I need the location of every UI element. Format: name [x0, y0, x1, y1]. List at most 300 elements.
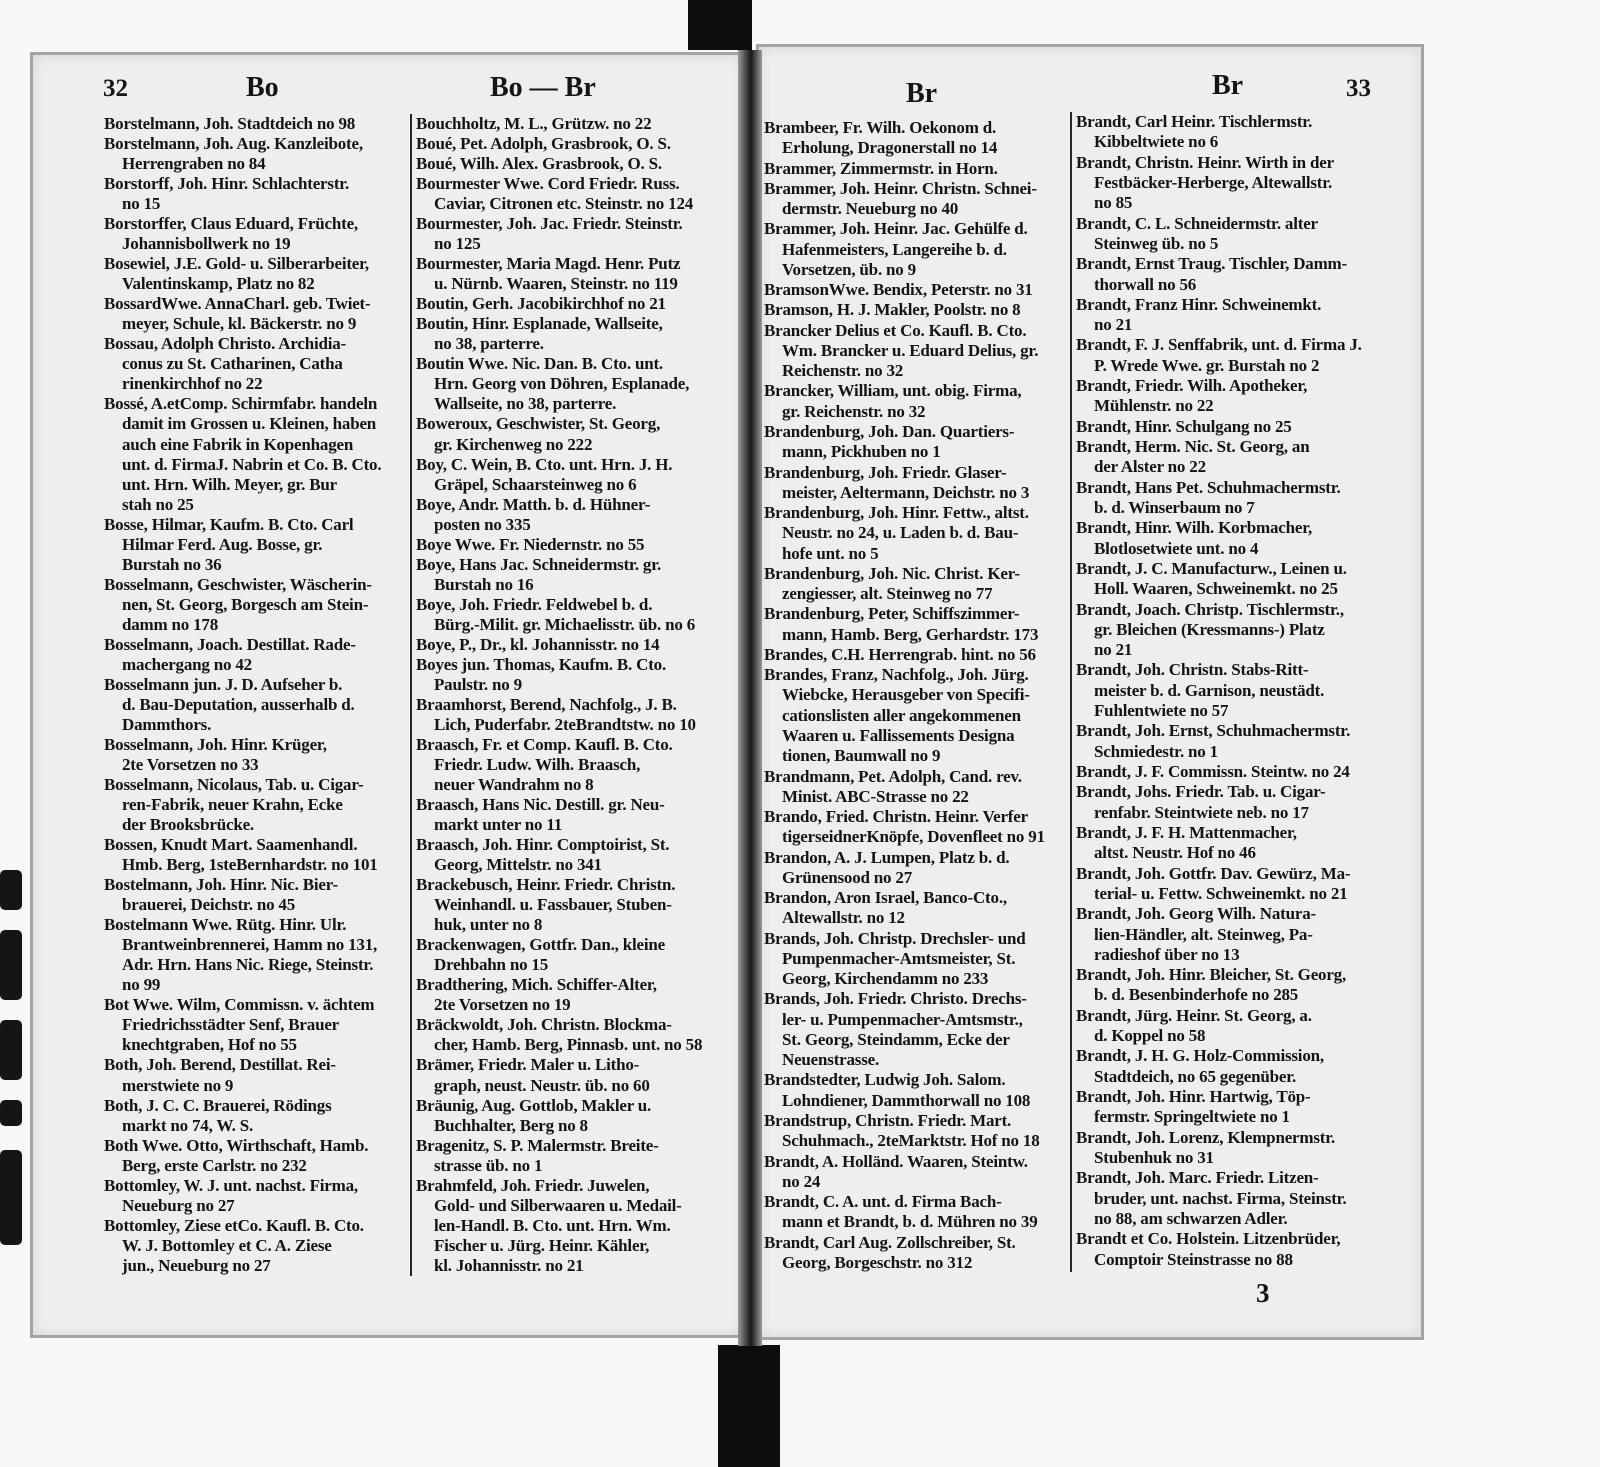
entry-text: d. Bau-Deputation, ausserhalb d. — [122, 694, 355, 714]
entry-text: Brandes, Franz, Nachfolg., Joh. Jürg. — [764, 665, 1029, 685]
entry-continuation-line — [104, 274, 408, 294]
entry-text: Brandt, J. H. G. Holz-Commission, — [1076, 1046, 1324, 1066]
directory-entry — [104, 915, 408, 995]
directory-entry — [1076, 417, 1408, 437]
entry-name-line — [764, 1111, 1068, 1131]
entry-text: Brämer, Friedr. Maler u. Litho- — [416, 1055, 640, 1075]
entry-text: Brandt, Joh. Gottfr. Dav. Gewürz, Ma- — [1076, 863, 1351, 883]
entry-continuation-line — [1076, 681, 1408, 701]
entry-text: Brandon, Aron Israel, Banco-Cto., — [764, 888, 1007, 908]
entry-name-line — [1076, 823, 1408, 843]
entry-continuation-line — [416, 1035, 728, 1055]
entry-text: Brandt, C. A. unt. d. Firma Bach- — [764, 1192, 1002, 1212]
entry-text: no 88, am schwarzen Adler. — [1094, 1208, 1288, 1228]
entry-text: meister b. d. Garnison, neustädt. — [1094, 680, 1325, 700]
entry-continuation-line — [764, 584, 1068, 604]
entry-text: Brancker Delius et Co. Kaufl. B. Cto. — [764, 320, 1027, 340]
entry-text: Brandt, A. Holländ. Waaren, Steintw. — [764, 1151, 1028, 1171]
entry-name-line — [416, 655, 728, 675]
entry-name-line — [104, 114, 408, 134]
entry-continuation-line — [104, 615, 408, 635]
entry-text: Bosse, Hilmar, Kaufm. B. Cto. Carl — [104, 514, 354, 534]
entry-text: Boye, Hans Jac. Schneidermstr. gr. — [416, 554, 662, 574]
entry-name-line — [416, 294, 728, 314]
entry-continuation-line — [764, 1212, 1068, 1232]
entry-name-line — [764, 463, 1068, 483]
entry-continuation-line — [104, 495, 408, 515]
entry-text: Boye, P., Dr., kl. Johannisstr. no 14 — [416, 634, 660, 654]
entry-name-line — [416, 455, 728, 475]
entry-text: Brandt, Carl Heinr. Tischlermstr. — [1076, 112, 1313, 131]
directory-entry — [1076, 478, 1408, 519]
directory-entry — [764, 381, 1068, 422]
entry-text: unt. Hrn. Wilh. Meyer, gr. Bur — [122, 474, 338, 494]
entry-continuation-line — [1076, 396, 1408, 416]
directory-entry — [1076, 518, 1408, 559]
entry-name-line — [1076, 782, 1408, 802]
directory-entry — [104, 394, 408, 514]
directory-entry — [104, 1096, 408, 1136]
directory-entry — [764, 807, 1068, 848]
left-column-header: Bo — Br — [490, 72, 596, 103]
entry-text: Bossé, A.etComp. Schirmfabr. handeln — [104, 394, 378, 414]
entry-continuation-line — [764, 827, 1068, 847]
entry-continuation-line — [1076, 498, 1408, 518]
entry-text: merstwiete no 9 — [122, 1075, 234, 1095]
entry-text: Both, Joh. Berend, Destillat. Rei- — [104, 1055, 336, 1075]
column-divider — [410, 114, 412, 1276]
directory-entry — [416, 1015, 728, 1055]
entry-continuation-line — [764, 1050, 1068, 1070]
entry-continuation-line — [104, 1156, 408, 1176]
entry-text: Bosewiel, J.E. Gold- u. Silberarbeiter, — [104, 254, 369, 274]
entry-continuation-line — [104, 595, 408, 615]
entry-name-line — [1076, 112, 1408, 132]
entry-text: unt. d. FirmaJ. Nabrin et Co. B. Cto. — [122, 454, 382, 474]
entry-text: b. d. Winserbaum no 7 — [1094, 497, 1255, 517]
entry-text: Bradthering, Mich. Schiffer-Alter, — [416, 975, 657, 995]
entry-text: posten no 335 — [434, 514, 531, 534]
entry-text: neuer Wandrahm no 8 — [434, 775, 594, 795]
entry-text: Brandt, Christn. Heinr. Wirth in der — [1076, 152, 1334, 172]
entry-continuation-line — [1076, 275, 1408, 295]
entry-continuation-line — [104, 855, 408, 875]
directory-entry — [416, 1136, 728, 1176]
entry-text: Boweroux, Geschwister, St. Georg, — [416, 414, 661, 434]
entry-continuation-line — [104, 354, 408, 374]
directory-entry — [764, 564, 1068, 605]
entry-text: Holl. Waaren, Schweinemkt. no 25 — [1094, 579, 1338, 599]
entry-text: Buchhalter, Berg no 8 — [434, 1115, 588, 1135]
entry-text: Brandt, Hans Pet. Schuhmachermstr. — [1076, 477, 1341, 497]
entry-name-line — [764, 989, 1068, 1009]
entry-name-line — [764, 564, 1068, 584]
entry-text: Boye, Andr. Matth. b. d. Hühner- — [416, 494, 651, 514]
directory-entry — [764, 888, 1068, 929]
entry-continuation-line — [1076, 843, 1408, 863]
entry-name-line — [104, 875, 408, 895]
entry-name-line — [104, 1136, 408, 1156]
entry-continuation-line — [104, 975, 408, 995]
entry-text: Brandt, Jürg. Heinr. St. Georg, a. — [1076, 1005, 1312, 1025]
directory-entry — [416, 735, 728, 795]
entry-text: Vorsetzen, üb. no 9 — [782, 259, 916, 279]
directory-entry — [416, 455, 728, 495]
entry-text: no 99 — [122, 975, 161, 995]
entry-text: Brackebusch, Heinr. Friedr. Christn. — [416, 875, 676, 895]
signature-mark: 3 — [1256, 1278, 1270, 1308]
entry-text: auch eine Fabrik in Kopenhagen — [122, 434, 354, 454]
entry-text: Braasch, Joh. Hinr. Comptoirist, St. — [416, 835, 670, 855]
directory-entry — [764, 159, 1068, 179]
entry-text: Comptoir Steinstrasse no 88 — [1094, 1249, 1293, 1269]
entry-text: markt unter no 11 — [434, 815, 563, 835]
entry-continuation-line — [416, 995, 728, 1015]
entry-name-line — [416, 154, 728, 174]
entry-text: nen, St. Georg, Borgesch am Stein- — [122, 594, 369, 614]
entry-name-line — [416, 495, 728, 515]
entry-continuation-line — [416, 515, 728, 535]
entry-text: Schuhmach., 2teMarktstr. Hof no 18 — [782, 1131, 1040, 1151]
entry-text: Brandstedter, Ludwig Joh. Salom. — [764, 1070, 1006, 1090]
entry-continuation-line — [1076, 132, 1408, 152]
entry-text: Brackenwagen, Gottfr. Dan., kleine — [416, 935, 665, 955]
entry-text: Brands, Joh. Christp. Drechsler- und — [764, 928, 1026, 948]
directory-entry — [104, 1136, 408, 1176]
entry-text: Braamhorst, Berend, Nachfolg., J. B. — [416, 694, 677, 714]
entry-name-line — [764, 888, 1068, 908]
entry-text: P. Wrede Wwe. gr. Burstah no 2 — [1094, 355, 1320, 375]
directory-entry — [1076, 254, 1408, 295]
directory-entry — [1076, 721, 1408, 762]
entry-text: renfabr. Steintwiete neb. no 17 — [1094, 802, 1309, 822]
entry-continuation-line — [764, 625, 1068, 645]
entry-text: Bosselmann, Joach. Destillat. Rade- — [104, 634, 356, 654]
directory-entry — [1076, 1087, 1408, 1128]
directory-entry — [1076, 1006, 1408, 1047]
entry-name-line — [764, 1233, 1068, 1253]
entry-text: Steinweg üb. no 5 — [1094, 233, 1219, 253]
directory-entry — [1076, 335, 1408, 376]
entry-continuation-line — [416, 955, 728, 975]
directory-entry — [416, 1176, 728, 1276]
entry-continuation-line — [104, 194, 408, 214]
entry-name-line — [764, 665, 1068, 685]
entry-name-line — [1076, 335, 1408, 355]
directory-column — [1076, 112, 1408, 1270]
directory-entry — [416, 214, 728, 254]
entry-text: no 15 — [122, 194, 161, 214]
entry-text: Dammthors. — [122, 714, 212, 734]
directory-entry — [1076, 1229, 1408, 1270]
directory-entry — [764, 1233, 1068, 1274]
entry-name-line — [104, 1096, 408, 1116]
entry-text: no 24 — [782, 1171, 821, 1191]
entry-continuation-line — [104, 715, 408, 735]
entry-text: Fuhlentwiete no 57 — [1094, 701, 1229, 721]
directory-entry — [416, 535, 728, 555]
entry-name-line — [104, 394, 408, 414]
entry-text: Hafenmeisters, Langereihe b. d. — [782, 239, 1007, 259]
entry-text: Both Wwe. Otto, Wirthschaft, Hamb. — [104, 1135, 369, 1155]
cropped-edge-fragment — [0, 1150, 22, 1245]
entry-text: meister, Aeltermann, Deichstr. no 3 — [782, 482, 1030, 502]
entry-name-line — [1076, 1006, 1408, 1026]
entry-text: thorwall no 56 — [1094, 274, 1197, 294]
entry-text: machergang no 42 — [122, 654, 252, 674]
directory-entry — [1076, 782, 1408, 823]
entry-name-line — [104, 835, 408, 855]
directory-entry — [416, 174, 728, 214]
directory-entry — [1076, 214, 1408, 255]
entry-text: zengiesser, alt. Steinweg no 77 — [782, 584, 993, 604]
right-column-header: Br — [906, 78, 938, 109]
directory-entry — [416, 975, 728, 1015]
entry-text: Kibbeltwiete no 6 — [1094, 132, 1219, 152]
entry-text: Brandt, J. F. Commissn. Steintw. no 24 — [1076, 762, 1350, 781]
entry-continuation-line — [1076, 234, 1408, 254]
entry-text: Hmb. Berg, 1steBernhardstr. no 101 — [122, 855, 378, 875]
entry-text: Brandt, Johs. Friedr. Tab. u. Cigar- — [1076, 782, 1326, 802]
entry-text: Georg, Mittelstr. no 341 — [434, 855, 602, 875]
entry-continuation-line — [104, 795, 408, 815]
right-page-number: 33 — [1346, 75, 1371, 102]
entry-name-line — [1076, 1087, 1408, 1107]
entry-text: Boutin Wwe. Nic. Dan. B. Cto. unt. — [416, 354, 663, 374]
entry-name-line — [416, 535, 728, 555]
entry-text: Neueburg no 27 — [122, 1195, 235, 1215]
entry-name-line — [104, 134, 408, 154]
entry-continuation-line — [1076, 640, 1408, 660]
directory-entry — [104, 735, 408, 775]
entry-text: kl. Johannisstr. no 21 — [434, 1255, 584, 1275]
entry-name-line — [1076, 762, 1408, 782]
directory-entry — [764, 665, 1068, 766]
entry-text: no 85 — [1094, 193, 1133, 213]
entry-name-line — [104, 635, 408, 655]
entry-continuation-line — [416, 1156, 728, 1176]
entry-continuation-line — [764, 949, 1068, 969]
entry-text: Brancker, William, unt. obig. Firma, — [764, 381, 1022, 401]
entry-name-line — [764, 503, 1068, 523]
entry-continuation-line — [764, 442, 1068, 462]
entry-name-line — [104, 515, 408, 535]
directory-entry — [764, 1152, 1068, 1193]
entry-continuation-line — [764, 1253, 1068, 1273]
entry-text: altst. Neustr. Hof no 46 — [1094, 843, 1256, 863]
directory-entry — [104, 775, 408, 835]
entry-text: Bot Wwe. Wilm, Commissn. v. ächtem — [104, 995, 375, 1015]
entry-text: Bramson, H. J. Makler, Poolstr. no 8 — [764, 300, 1021, 320]
entry-name-line — [764, 179, 1068, 199]
entry-continuation-line — [104, 1116, 408, 1136]
entry-text: Bosselmann, Nicolaus, Tab. u. Cigar- — [104, 775, 364, 795]
scanner-clip-top — [688, 0, 752, 50]
entry-text: Brandt, Joach. Christp. Tischlermstr., — [1076, 599, 1344, 619]
cropped-edge-fragment — [0, 930, 22, 1000]
entry-text: Brandt, Joh. Marc. Friedr. Litzen- — [1076, 1168, 1319, 1188]
entry-name-line — [1076, 660, 1408, 680]
directory-entry — [104, 134, 408, 174]
entry-name-line — [764, 159, 1068, 179]
entry-text: terial- u. Fettw. Schweinemkt. no 21 — [1094, 883, 1348, 903]
entry-text: Boye, Joh. Friedr. Feldwebel b. d. — [416, 594, 653, 614]
directory-entry — [416, 114, 728, 134]
directory-entry — [764, 280, 1068, 300]
entry-name-line — [764, 929, 1068, 949]
directory-entry — [416, 254, 728, 294]
entry-continuation-line — [416, 1216, 728, 1236]
entry-text: Borstorff, Joh. Hinr. Schlachterstr. — [104, 174, 350, 194]
entry-text: Braasch, Hans Nic. Destill. gr. Neu- — [416, 795, 665, 815]
directory-entry — [764, 989, 1068, 1070]
directory-entry — [1076, 823, 1408, 864]
entry-name-line — [1076, 478, 1408, 498]
entry-text: huk, unter no 8 — [434, 915, 543, 935]
entry-continuation-line — [764, 706, 1068, 726]
directory-entry — [1076, 1046, 1408, 1087]
entry-text: Berg, erste Carlstr. no 232 — [122, 1155, 307, 1175]
directory-entry — [416, 495, 728, 535]
directory-entry — [1076, 153, 1408, 214]
directory-entry — [104, 635, 408, 675]
entry-text: BramsonWwe. Bendix, Peterstr. no 31 — [764, 280, 1033, 300]
entry-name-line — [764, 118, 1068, 138]
entry-text: Wiebcke, Herausgeber von Specifi- — [782, 685, 1030, 705]
entry-name-line — [1076, 417, 1408, 437]
entry-text: fermstr. Springeltwiete no 1 — [1094, 1107, 1290, 1127]
entry-continuation-line — [1076, 985, 1408, 1005]
left-page-number: 32 — [103, 75, 128, 102]
entry-text: Hrn. Georg von Döhren, Esplanade, — [434, 374, 690, 394]
entry-text: Brandt, J. C. Manufacturw., Leinen u. — [1076, 558, 1347, 578]
book-spine — [738, 50, 762, 1346]
entry-name-line — [416, 354, 728, 374]
directory-entry — [104, 575, 408, 635]
entry-text: ler- u. Pumpenmacher-Amtsmstr., — [782, 1009, 1023, 1029]
entry-name-line — [104, 294, 408, 314]
entry-continuation-line — [104, 755, 408, 775]
entry-text: Both, J. C. C. Brauerei, Rödings — [104, 1095, 332, 1115]
entry-text: bruder, unt. nachst. Firma, Steinstr. — [1094, 1188, 1347, 1208]
entry-text: Brandes, C.H. Herrengrab. hint. no 56 — [764, 644, 1036, 664]
entry-text: Bostelmann Wwe. Rütg. Hinr. Ulr. — [104, 915, 347, 935]
entry-name-line — [1076, 600, 1408, 620]
entry-name-line — [104, 735, 408, 755]
entry-text: Borstelmann, Joh. Aug. Kanzleibote, — [104, 134, 363, 154]
entry-text: Festbäcker-Herberge, Altewallstr. — [1094, 172, 1333, 192]
directory-entry — [416, 835, 728, 875]
entry-text: Bosselmann, Geschwister, Wäscherin- — [104, 574, 372, 594]
directory-entry — [764, 1192, 1068, 1233]
entry-name-line — [416, 795, 728, 815]
entry-text: Brandt, C. L. Schneidermstr. alter — [1076, 213, 1318, 233]
entry-text: Minist. ABC-Strasse no 22 — [782, 786, 969, 806]
entry-text: graph, neust. Neustr. üb. no 60 — [434, 1075, 650, 1095]
entry-continuation-line — [416, 815, 728, 835]
entry-text: der Alster no 22 — [1094, 457, 1206, 477]
entry-text: 2te Vorsetzen no 33 — [122, 755, 259, 774]
entry-text: mann, Pickhuben no 1 — [782, 442, 941, 462]
directory-entry — [104, 174, 408, 214]
entry-continuation-line — [104, 695, 408, 715]
entry-continuation-line — [764, 868, 1068, 888]
entry-text: 2te Vorsetzen no 19 — [434, 995, 571, 1015]
entry-text: Borstorffer, Claus Eduard, Früchte, — [104, 214, 358, 234]
entry-text: tigerseidnerKnöpfe, Dovenfleet no 91 — [782, 827, 1045, 847]
directory-entry — [416, 935, 728, 975]
entry-continuation-line — [416, 895, 728, 915]
entry-continuation-line — [104, 314, 408, 334]
entry-text: no 125 — [434, 234, 481, 254]
entry-name-line — [1076, 1229, 1408, 1249]
entry-continuation-line — [764, 685, 1068, 705]
directory-entry — [1076, 762, 1408, 782]
entry-continuation-line — [1076, 1250, 1408, 1270]
entry-name-line — [1076, 721, 1408, 741]
entry-name-line — [764, 604, 1068, 624]
directory-entry — [1076, 112, 1408, 153]
entry-text: Brammer, Joh. Heinr. Jac. Gehülfe d. — [764, 219, 1028, 239]
entry-continuation-line — [104, 154, 408, 174]
directory-entry — [416, 354, 728, 414]
entry-text: d. Koppel no 58 — [1094, 1026, 1206, 1046]
entry-continuation-line — [764, 746, 1068, 766]
entry-text: Brandt, Herm. Nic. St. Georg, an — [1076, 437, 1310, 456]
entry-name-line — [416, 174, 728, 194]
entry-text: Burstah no 16 — [434, 574, 534, 594]
directory-entry — [416, 655, 728, 695]
entry-continuation-line — [416, 435, 728, 455]
entry-continuation-line — [764, 199, 1068, 219]
entry-text: Bragenitz, S. P. Malermstr. Breite- — [416, 1135, 659, 1155]
entry-name-line — [104, 174, 408, 194]
directory-entry — [1076, 600, 1408, 661]
directory-entry — [1076, 660, 1408, 721]
entry-text: Bottomley, Ziese etCo. Kaufl. B. Cto. — [104, 1215, 364, 1235]
directory-column — [416, 114, 728, 1276]
entry-continuation-line — [104, 455, 408, 475]
entry-continuation-line — [416, 1196, 728, 1216]
left-column-header: Bo — [246, 72, 279, 103]
entry-continuation-line — [1076, 701, 1408, 721]
entry-continuation-line — [1076, 1189, 1408, 1209]
directory-entry — [1076, 965, 1408, 1006]
directory-entry — [104, 214, 408, 254]
entry-text: brauerei, Deichstr. no 45 — [122, 895, 296, 915]
entry-text: Bürg.-Milit. gr. Michaelisstr. üb. no 6 — [434, 614, 696, 634]
entry-continuation-line — [104, 1256, 408, 1276]
entry-continuation-line — [764, 341, 1068, 361]
entry-text: no 21 — [1094, 315, 1133, 335]
entry-text: Brambeer, Fr. Wilh. Oekonom d. — [764, 118, 997, 137]
entry-text: Brandon, A. J. Lumpen, Platz b. d. — [764, 847, 1010, 867]
entry-text: mann et Brandt, b. d. Mühren no 39 — [782, 1212, 1038, 1232]
directory-entry — [416, 1096, 728, 1136]
entry-text: Brando, Fried. Christn. Heinr. Verfer — [764, 807, 1028, 827]
entry-name-line — [416, 1176, 728, 1196]
entry-continuation-line — [416, 615, 728, 635]
entry-text: Brahmfeld, Joh. Friedr. Juwelen, — [416, 1175, 650, 1195]
entry-text: Brammer, Joh. Heinr. Christn. Schnei- — [764, 178, 1037, 198]
directory-entry — [416, 134, 728, 154]
entry-name-line — [1076, 153, 1408, 173]
entry-name-line — [764, 1070, 1068, 1090]
entry-text: Fischer u. Jürg. Heinr. Kähler, — [434, 1235, 650, 1255]
entry-continuation-line — [416, 575, 728, 595]
directory-entry — [416, 795, 728, 835]
entry-text: Lich, Puderfabr. 2teBrandtstw. no 10 — [434, 714, 696, 734]
